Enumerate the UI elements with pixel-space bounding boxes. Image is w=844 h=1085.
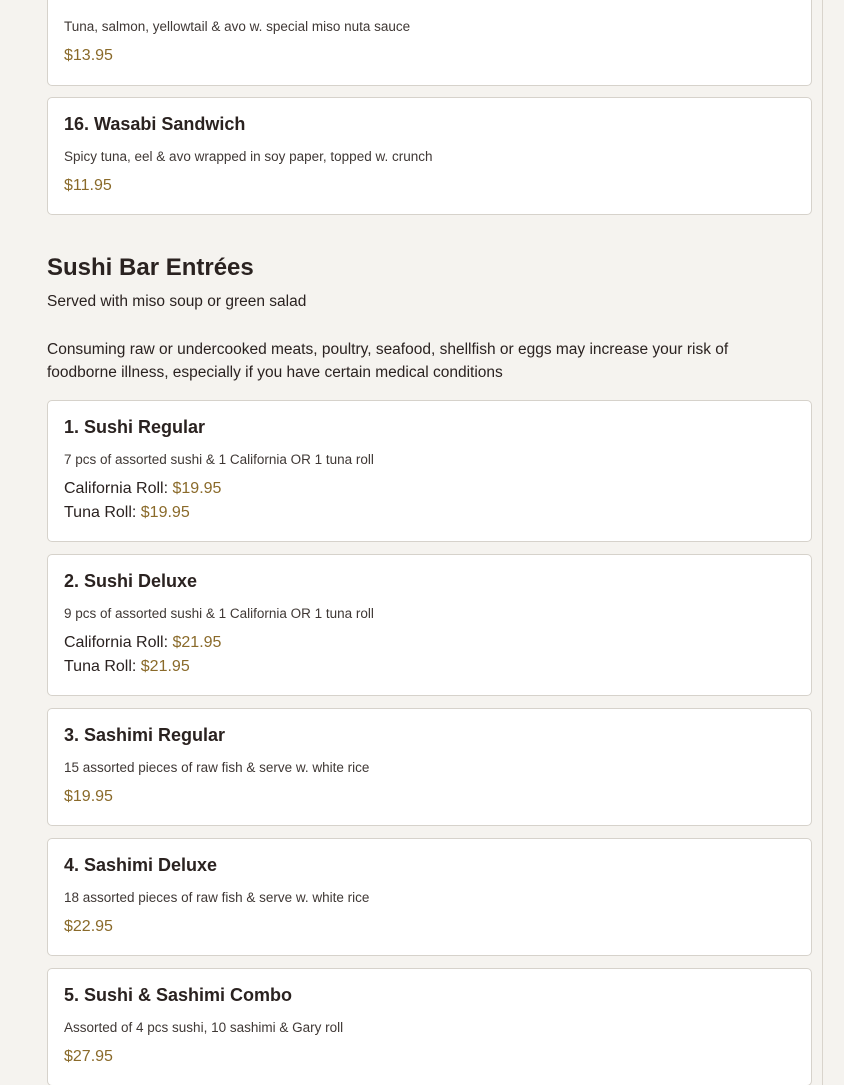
- menu-item-title: 1. Sushi Regular: [64, 417, 206, 437]
- menu-item-card[interactable]: [47, 554, 812, 696]
- option-price: $19.95: [140, 504, 190, 521]
- menu-item-price: $19.95: [64, 788, 113, 805]
- menu-item-price: $22.95: [64, 918, 113, 935]
- menu-item-price: $11.95: [64, 177, 112, 194]
- option-price: $21.95: [140, 658, 190, 675]
- option-label: Tuna Roll:: [64, 658, 137, 675]
- page-edge-divider: [822, 0, 823, 1085]
- option-label: Tuna Roll:: [64, 504, 137, 521]
- menu-item-title: 16. Wasabi Sandwich: [64, 114, 246, 134]
- menu-item-card[interactable]: [47, 400, 812, 542]
- menu-item-description: Assorted of 4 pcs sushi, 10 sashimi & Gary roll: [64, 1020, 344, 1035]
- menu-item-description: 9 pcs of assorted sushi & 1 California OR 1 tuna roll: [64, 606, 374, 621]
- menu-item-price: $13.95: [64, 47, 113, 64]
- menu-item-option: [64, 634, 221, 652]
- section-title: Sushi Bar Entrées: [47, 254, 254, 281]
- menu-item-card[interactable]: [47, 0, 812, 86]
- menu-item-option: [64, 504, 190, 522]
- section-subtitle: Served with miso soup or green salad: [47, 293, 307, 310]
- menu-item-card[interactable]: [47, 97, 812, 215]
- menu-item-card[interactable]: [47, 708, 812, 826]
- option-price: $21.95: [172, 634, 222, 651]
- menu-item-option: [64, 480, 221, 498]
- menu-item-description: Tuna, salmon, yellowtail & avo w. special miso nuta sauce: [64, 19, 411, 34]
- menu-item-card[interactable]: [47, 838, 812, 956]
- menu-item-price: $27.95: [64, 1048, 113, 1065]
- menu-item-title: 3. Sashimi Regular: [64, 725, 226, 745]
- option-label: California Roll:: [64, 480, 169, 497]
- menu-item-card[interactable]: [47, 968, 812, 1085]
- option-label: California Roll:: [64, 634, 169, 651]
- menu-item-description: Spicy tuna, eel & avo wrapped in soy paper, topped w. crunch: [64, 149, 433, 164]
- menu-item-title: 5. Sushi & Sashimi Combo: [64, 985, 293, 1005]
- menu-item-description: 15 assorted pieces of raw fish & serve w. white rice: [64, 760, 370, 775]
- menu-item-description: 7 pcs of assorted sushi & 1 California OR 1 tuna roll: [64, 452, 374, 467]
- menu-item-title: 4. Sashimi Deluxe: [64, 855, 218, 875]
- food-safety-disclaimer: Consuming raw or undercooked meats, poultry, seafood, shellfish or eggs may increase your risk of foodborne illness, especially if you have certain medical conditions: [47, 341, 729, 381]
- menu-item-option: [64, 658, 190, 676]
- option-price: $19.95: [172, 480, 222, 497]
- menu-item-description: 18 assorted pieces of raw fish & serve w. white rice: [64, 890, 370, 905]
- menu-item-title: 2. Sushi Deluxe: [64, 571, 198, 591]
